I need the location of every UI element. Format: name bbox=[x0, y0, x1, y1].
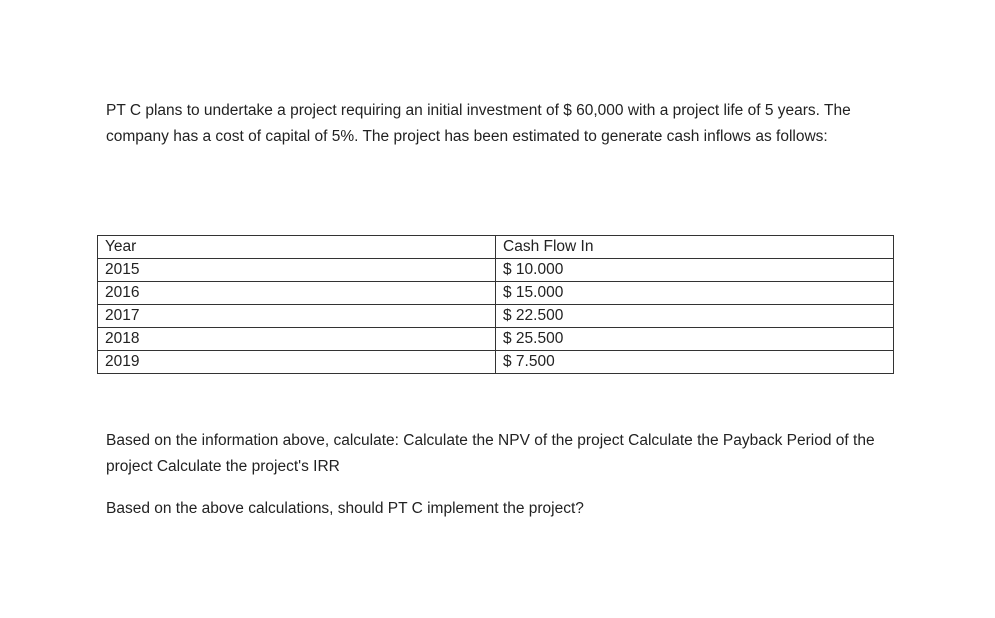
year-cell: 2019 bbox=[98, 351, 496, 374]
year-cell: 2018 bbox=[98, 328, 496, 351]
header-cash-flow: Cash Flow In bbox=[496, 236, 894, 259]
table-row bbox=[98, 282, 894, 305]
table-row bbox=[98, 305, 894, 328]
question-paragraph: Based on the information above, calculate: Calculate the NPV of the project Calculate the Payback Period of the project Calculate the project's IRR bbox=[106, 432, 875, 475]
year-cell: 2016 bbox=[98, 282, 496, 305]
year-cell: 2015 bbox=[98, 259, 496, 282]
table-row bbox=[98, 259, 894, 282]
cash-flow-cell: $ 25.500 bbox=[496, 328, 894, 351]
final-question-paragraph: Based on the above calculations, should PT C implement the project? bbox=[106, 500, 584, 517]
header-year: Year bbox=[98, 236, 496, 259]
intro-paragraph: PT C plans to undertake a project requiring an initial investment of $ 60,000 with a project life of 5 years. The company has a cost of capital of 5%. The project has been estimated to generate cash inflows as follows: bbox=[106, 102, 851, 145]
cash-flow-cell: $ 15.000 bbox=[496, 282, 894, 305]
cash-flow-table bbox=[97, 235, 894, 374]
cash-flow-cell: $ 10.000 bbox=[496, 259, 894, 282]
year-cell: 2017 bbox=[98, 305, 496, 328]
cash-flow-cell: $ 22.500 bbox=[496, 305, 894, 328]
table-row bbox=[98, 351, 894, 374]
table-row bbox=[98, 328, 894, 351]
table-header-row bbox=[98, 236, 894, 259]
cash-flow-cell: $ 7.500 bbox=[496, 351, 894, 374]
